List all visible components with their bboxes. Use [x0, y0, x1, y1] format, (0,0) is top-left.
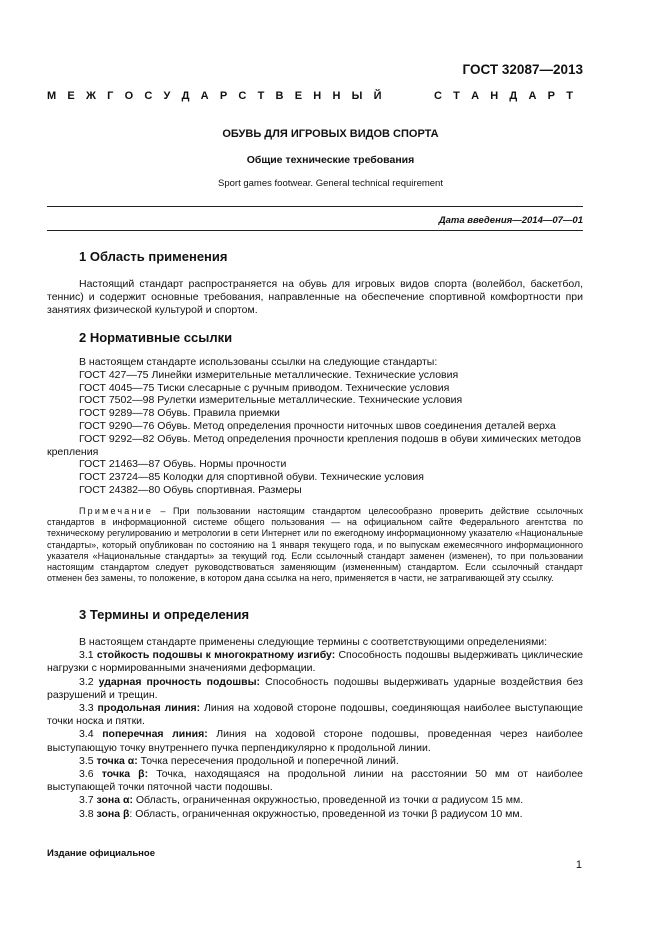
reference-item: ГОСТ 23724—85 Колодки для спортивной обуви. Технические условия: [79, 471, 424, 484]
section-3-heading: 3 Термины и определения: [79, 607, 250, 622]
note-label: Примечание: [79, 506, 154, 516]
term-item: 3.3 продольная линия: Линия на ходовой стороне подошвы, соединяющая наиболее выступающие точки носка и пятки.: [47, 702, 583, 728]
term-item: 3.2 ударная прочность подошвы: Способность подошвы выдерживать ударные воздействия без разрушений и трещин.: [47, 675, 583, 701]
banner-letter: Д: [181, 90, 190, 102]
banner-letter: М: [47, 90, 57, 102]
banner-letter: А: [528, 90, 537, 102]
banner-letter: Г: [107, 90, 114, 102]
banner-letter: Н: [332, 90, 341, 102]
references-list: [47, 356, 583, 497]
banner-letter: С: [144, 90, 153, 102]
banner-letter: А: [471, 90, 480, 102]
term-item: 3.8 зона β: Область, ограниченная окружностью, проведенной из точки β радиусом 10 мм.: [79, 807, 523, 820]
standard-type-banner: [47, 90, 573, 102]
banner-letter: Е: [294, 90, 303, 102]
date-rule: [47, 230, 583, 231]
page-number: 1: [575, 859, 582, 871]
reference-item: ГОСТ 21463—87 Обувь. Нормы прочности: [79, 458, 287, 471]
section-1-text: Настоящий стандарт распространяется на обувь для игровых видов спорта (волейбол, баскетбол, теннис) и содержит основные требования, направленные на обеспечение спортивной комфортности при занятиях физической культурой и спортом.: [47, 278, 583, 317]
banner-letter: Й: [373, 90, 382, 102]
section-1-heading: 1 Область применения: [79, 249, 228, 264]
document-subtitle: Общие технические требования: [246, 154, 415, 166]
document-code: ГОСТ 32087—2013: [462, 62, 583, 77]
reference-item: ГОСТ 9289—78 Обувь. Правила приемки: [79, 407, 280, 420]
banner-letter: Ж: [85, 90, 96, 102]
references-intro: В настоящем стандарте использованы ссылки на следующие стандарты:: [79, 356, 438, 368]
term-item: 3.1 стойкость подошвы к многократному изгибу: Способность подошвы выдерживать циклические нагрузки с нормированными значениями деформации.: [47, 649, 584, 675]
term-item: 3.4 поперечная линия: Линия на ходовой стороне подошвы, проведенная через наиболее выступающую точку внутреннего пучка перпендикулярно к продольной линии.: [47, 728, 583, 754]
banner-letter: Ы: [351, 90, 363, 102]
banner-letter: С: [238, 90, 247, 102]
banner-letter: Т: [257, 90, 265, 102]
banner-letter: В: [275, 90, 284, 102]
banner-letter: У: [163, 90, 171, 102]
term-item: 3.6 точка β: Точка, находящаяся на продольной линии на расстоянии 50 мм от наиболее выступающей точки пяточной части подошвы.: [47, 768, 584, 794]
banner-letter: Д: [509, 90, 518, 102]
term-item: 3.5 точка α: Точка пересечения продольной и поперечной линий.: [79, 754, 399, 767]
banner-letter: Т: [453, 90, 460, 102]
banner-letter: Н: [490, 90, 499, 102]
banner-letter: С: [433, 90, 442, 102]
banner-letter: Р: [547, 90, 555, 102]
banner-letter: Р: [219, 90, 228, 102]
reference-item: ГОСТ 9292—82 Обувь. Метод определения прочности крепления подошв в обуви химических методов крепления: [47, 432, 582, 458]
edition-label: Издание официальное: [47, 848, 155, 859]
note-text: – При пользовании настоящим стандартом целесообразно проверить действие ссылочных стандартов в информационной системе общего пользования — на официальном сайте Федерального агентства по техническому регулированию и метрологии в сети Интернет или по ежегодному информационному указателю «Национальные стандарты», который опубликован по состоянию на 1 января текущего года, и по выпускам ежемесячного информационного указателя «Национальные стандарты» за текущий год. Если ссылочный стандарт заменен (изменен), то при пользовании настоящим стандартом следует руководствоваться заменяющим (измененным) стандартом. Если ссылочный стандарт отменен без замены, то положение, в котором дана ссылка на него, применяется в части, не затрагивающей эту ссылку.: [47, 506, 583, 584]
banner-letter: О: [124, 90, 134, 102]
english-title: Sport games footwear. General technical requirement: [218, 178, 443, 189]
top-rule: [47, 206, 583, 207]
banner-letter: Е: [67, 90, 75, 102]
terms-intro: В настоящем стандарте применены следующие термины с соответствующими определениями:: [79, 636, 548, 648]
reference-item: ГОСТ 9290—76 Обувь. Метод определения прочности ниточных швов соединения деталей верха: [79, 419, 556, 432]
document-title: ОБУВЬ ДЛЯ ИГРОВЫХ ВИДОВ СПОРТА: [222, 128, 439, 140]
term-item: 3.7 зона α: Область, ограниченная окружностью, проведенной из точки α радиусом 15 мм.: [79, 794, 524, 807]
references-note: [47, 506, 583, 584]
terms-list: [47, 636, 583, 821]
banner-gap: [393, 90, 423, 102]
section-2-heading: 2 Нормативные ссылки: [79, 330, 233, 345]
reference-item: ГОСТ 4045—75 Тиски слесарные с ручным приводом. Технические условия: [79, 381, 450, 394]
reference-item: ГОСТ 427—75 Линейки измерительные металлические. Технические условия: [79, 368, 459, 381]
introduction-date: Дата введения—2014—07—01: [438, 215, 583, 226]
reference-item: ГОСТ 24382—80 Обувь спортивная. Размеры: [79, 483, 302, 496]
banner-letter: Н: [313, 90, 322, 102]
banner-letter: Т: [566, 90, 573, 102]
banner-letter: А: [200, 90, 209, 102]
reference-item: ГОСТ 7502—98 Рулетки измерительные металлические. Технические условия: [79, 394, 463, 407]
